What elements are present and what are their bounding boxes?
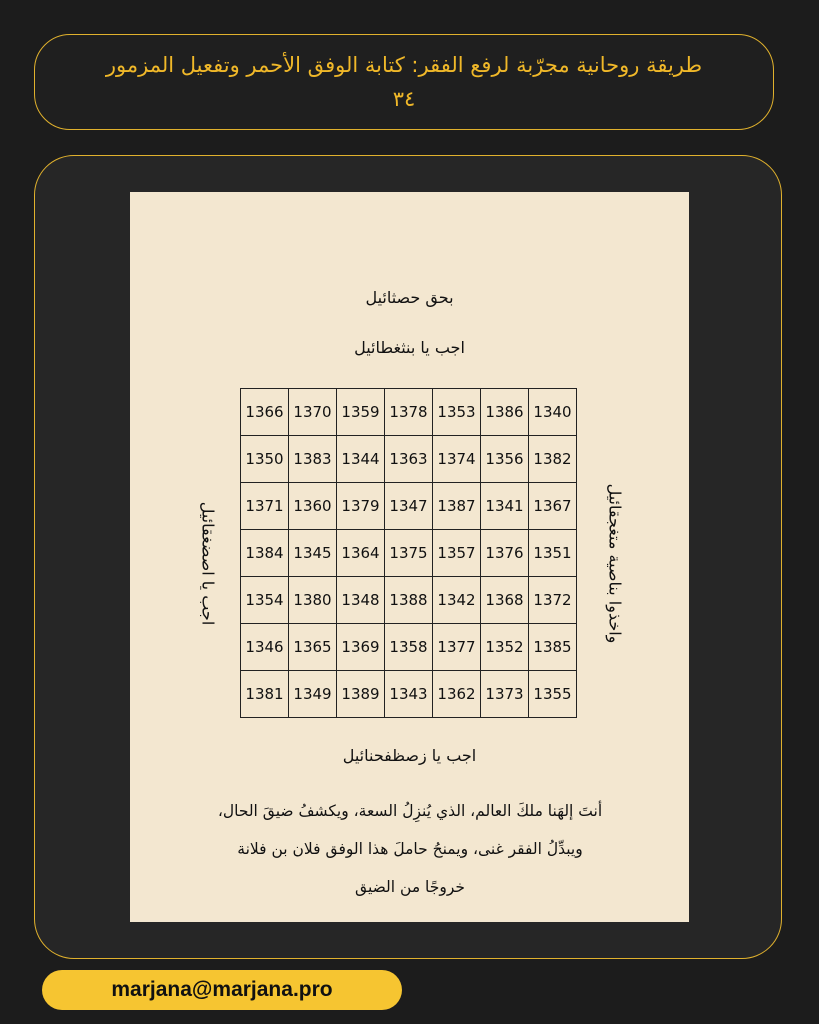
grid-cell: 1384 <box>241 530 289 577</box>
top-invocation-2: اجب يا بنثغطائيل <box>354 338 465 357</box>
grid-cell: 1363 <box>385 436 433 483</box>
prayer-line: ويبدِّلُ الفقر غنى، ويمنحُ حاملَ هذا الوفق فلان بن فلانة <box>237 840 583 858</box>
grid-cell: 1364 <box>337 530 385 577</box>
grid-cell: 1356 <box>481 436 529 483</box>
grid-cell: 1385 <box>529 624 577 671</box>
grid-cell: 1386 <box>481 389 529 436</box>
top-invocation-1: بحق حصثائيل <box>365 288 454 307</box>
grid-cell: 1383 <box>289 436 337 483</box>
prayer-text <box>170 792 650 906</box>
grid-cell: 1380 <box>289 577 337 624</box>
grid-cell: 1374 <box>433 436 481 483</box>
grid-cell: 1368 <box>481 577 529 624</box>
grid-cell: 1372 <box>529 577 577 624</box>
grid-cell: 1376 <box>481 530 529 577</box>
grid-cell: 1382 <box>529 436 577 483</box>
grid-cell: 1370 <box>289 389 337 436</box>
grid-row <box>241 624 577 671</box>
grid-cell: 1346 <box>241 624 289 671</box>
grid-cell: 1341 <box>481 483 529 530</box>
grid-cell: 1344 <box>337 436 385 483</box>
grid-cell: 1379 <box>337 483 385 530</box>
grid-cell: 1375 <box>385 530 433 577</box>
grid-cell: 1369 <box>337 624 385 671</box>
email-badge[interactable]: marjana@marjana.pro <box>42 970 402 1010</box>
grid-cell: 1345 <box>289 530 337 577</box>
grid-cell: 1354 <box>241 577 289 624</box>
grid-cell: 1362 <box>433 671 481 718</box>
grid-cell: 1387 <box>433 483 481 530</box>
grid-cell: 1348 <box>337 577 385 624</box>
grid-cell: 1389 <box>337 671 385 718</box>
right-invocation: واخذوا بناصية متغجقائيل <box>605 483 625 644</box>
title-banner <box>34 34 774 130</box>
grid-row <box>241 483 577 530</box>
bottom-invocation: اجب يا زصظفحنائيل <box>342 746 477 765</box>
magic-square-grid <box>240 388 577 718</box>
prayer-line: خروجًا من الضيق <box>355 878 465 896</box>
grid-row <box>241 389 577 436</box>
grid-cell: 1343 <box>385 671 433 718</box>
grid-cell: 1353 <box>433 389 481 436</box>
grid-row <box>241 577 577 624</box>
grid-cell: 1352 <box>481 624 529 671</box>
grid-cell: 1342 <box>433 577 481 624</box>
grid-cell: 1351 <box>529 530 577 577</box>
grid-cell: 1365 <box>289 624 337 671</box>
grid-cell: 1358 <box>385 624 433 671</box>
left-invocation: اجب يا اصضغقائيل <box>198 501 218 626</box>
page-title: طريقة روحانية مجرّبة لرفع الفقر: كتابة الوفق الأحمر وتفعيل المزمور ٣٤ <box>105 53 703 111</box>
grid-cell: 1360 <box>289 483 337 530</box>
grid-cell: 1357 <box>433 530 481 577</box>
grid-row <box>241 671 577 718</box>
grid-row <box>241 436 577 483</box>
grid-cell: 1377 <box>433 624 481 671</box>
grid-cell: 1359 <box>337 389 385 436</box>
wafq-paper <box>130 192 689 922</box>
grid-cell: 1349 <box>289 671 337 718</box>
grid-row <box>241 530 577 577</box>
grid-cell: 1367 <box>529 483 577 530</box>
grid-cell: 1347 <box>385 483 433 530</box>
grid-cell: 1366 <box>241 389 289 436</box>
grid-cell: 1388 <box>385 577 433 624</box>
grid-cell: 1381 <box>241 671 289 718</box>
grid-cell: 1371 <box>241 483 289 530</box>
grid-cell: 1373 <box>481 671 529 718</box>
grid-cell: 1355 <box>529 671 577 718</box>
grid-cell: 1378 <box>385 389 433 436</box>
grid-cell: 1340 <box>529 389 577 436</box>
prayer-line: أنتَ إلهَنا ملكَ العالم، الذي يُنزِلُ السعة، ويكشفُ ضيقَ الحال، <box>217 802 603 820</box>
grid-cell: 1350 <box>241 436 289 483</box>
